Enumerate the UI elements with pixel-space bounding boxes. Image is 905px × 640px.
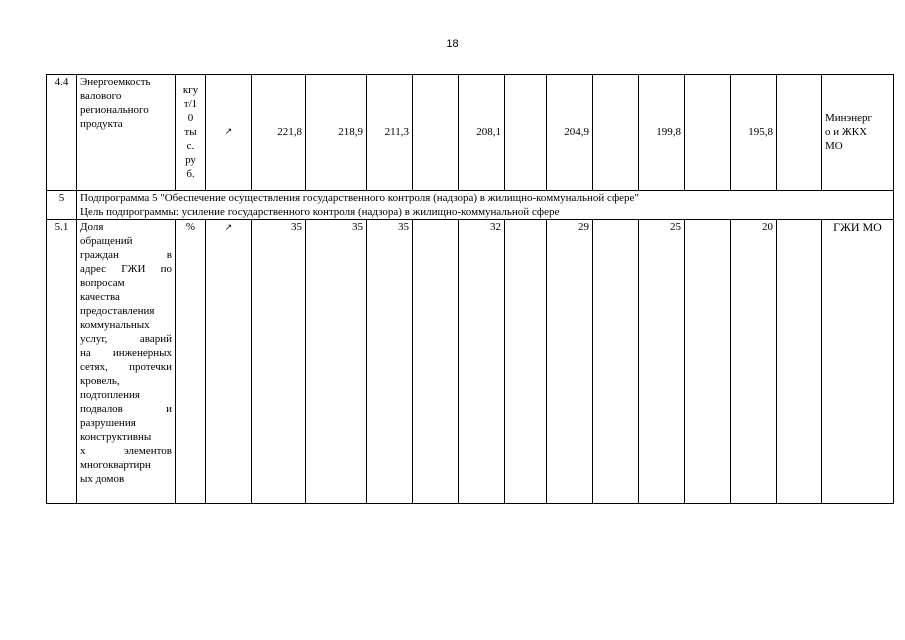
responsible-cell: Минэнерг о и ЖКХ МО xyxy=(822,75,894,191)
indicator-name: Доля обращений граждан в адрес ГЖИ по вопросам качества предоставления коммунальных услуг, аварий на инженерных сетях, протечки кровель, подтопления подвалов и разрушения конструктивны х элементов многоквартирн ых домов xyxy=(77,220,176,504)
value-cell: 20 xyxy=(731,220,777,504)
value-cell: 199,8 xyxy=(639,75,685,191)
value-cell: 32 xyxy=(459,220,505,504)
indicator-name: Энергоемкость валового регионального продукта xyxy=(77,75,176,191)
value-cell: 29 xyxy=(547,220,593,504)
table-row-4-4 xyxy=(47,75,894,191)
table-row-5 xyxy=(47,191,894,220)
page-number: 18 xyxy=(446,38,459,50)
value-cell: 204,9 xyxy=(547,75,593,191)
value-cell: 35 xyxy=(252,220,306,504)
empty-cell xyxy=(413,75,459,191)
table-row-5-1 xyxy=(47,220,894,504)
value-cell: 35 xyxy=(306,220,367,504)
value-cell: 35 xyxy=(367,220,413,504)
empty-cell xyxy=(685,220,731,504)
empty-cell xyxy=(505,220,547,504)
row-number: 5.1 xyxy=(47,220,77,504)
value-cell: 208,1 xyxy=(459,75,505,191)
row-number: 4.4 xyxy=(47,75,77,191)
responsible-cell: ГЖИ МО xyxy=(822,220,894,504)
row-number: 5 xyxy=(47,191,77,220)
subprogram-title: Подпрограмма 5 "Обеспечение осуществления государственного контроля (надзора) в жилищно-коммунальной сфере" Цель подпрограммы: усиление государственного контроля (надзора) в жилищно-коммунальной сфере xyxy=(77,191,894,220)
empty-cell xyxy=(593,220,639,504)
value-cell: 211,3 xyxy=(367,75,413,191)
trend-icon: ↗ xyxy=(206,220,252,504)
empty-cell xyxy=(777,220,822,504)
value-cell: 195,8 xyxy=(731,75,777,191)
value-cell: 25 xyxy=(639,220,685,504)
unit-cell: % xyxy=(176,220,206,504)
empty-cell xyxy=(685,75,731,191)
empty-cell xyxy=(593,75,639,191)
indicators-table xyxy=(46,74,894,504)
unit-cell: кгу т/1 0 ты с. ру б. xyxy=(176,75,206,191)
empty-cell xyxy=(413,220,459,504)
empty-cell xyxy=(777,75,822,191)
value-cell: 221,8 xyxy=(252,75,306,191)
value-cell: 218,9 xyxy=(306,75,367,191)
trend-icon: ↗ xyxy=(206,75,252,191)
empty-cell xyxy=(505,75,547,191)
